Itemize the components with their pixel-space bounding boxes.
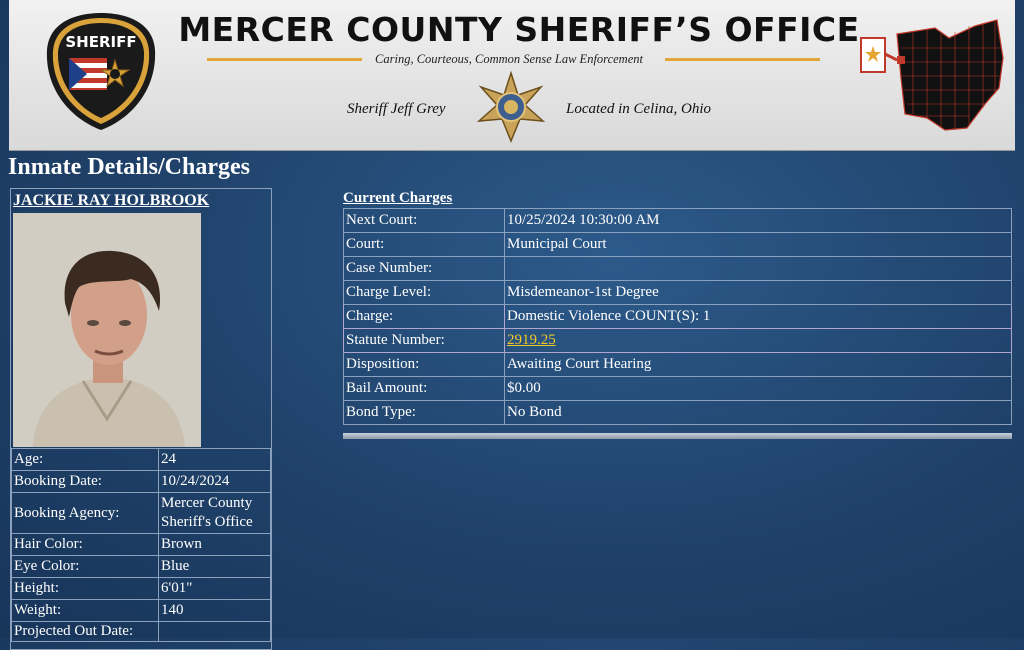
charge-row [344, 233, 1012, 257]
detail-value: Mercer County Sheriff's Office [159, 493, 271, 534]
charge-row [344, 329, 1012, 353]
inmate-panel [10, 188, 272, 650]
detail-label: Hair Color: [12, 534, 159, 556]
detail-label: Eye Color: [12, 556, 159, 578]
charge-label: Case Number: [344, 257, 505, 281]
charges-table [343, 208, 1012, 425]
charge-row [344, 305, 1012, 329]
charge-label: Court: [344, 233, 505, 257]
charges-title: Current Charges [343, 190, 453, 206]
charge-value: Domestic Violence COUNT(S): 1 [505, 305, 1012, 329]
charge-value: Municipal Court [505, 233, 1012, 257]
charge-value: 10/25/2024 10:30:00 AM [505, 209, 1012, 233]
charge-row [344, 257, 1012, 281]
detail-value: 24 [159, 449, 271, 471]
charge-label: Charge: [344, 305, 505, 329]
detail-row [12, 449, 271, 471]
sheriff-patch-text: SHERIFF [65, 33, 137, 51]
detail-row [12, 471, 271, 493]
charge-label: Charge Level: [344, 281, 505, 305]
detail-label: Booking Agency: [12, 493, 159, 534]
charge-value: Misdemeanor-1st Degree [505, 281, 1012, 305]
location-text: Located in Celina, Ohio [566, 101, 711, 117]
sheriff-name: Sheriff Jeff Grey [347, 101, 446, 117]
header-banner [9, 0, 1015, 151]
detail-label: Booking Date: [12, 471, 159, 493]
inmate-name-link[interactable]: JACKIE RAY HOLBROOK [13, 192, 210, 209]
detail-row [12, 622, 271, 642]
statute-number-link[interactable]: 2919.25 [507, 332, 556, 348]
charge-value [505, 257, 1012, 281]
charges-divider [343, 433, 1012, 439]
charge-row [344, 353, 1012, 377]
tagline: Caring, Courteous, Common Sense Law Enforcement [375, 52, 643, 66]
charge-row [344, 281, 1012, 305]
charge-label: Disposition: [344, 353, 505, 377]
inmate-photo [13, 213, 201, 447]
charge-row [344, 209, 1012, 233]
charge-label: Bond Type: [344, 401, 505, 425]
page-title: Inmate Details/Charges [8, 154, 250, 180]
charge-row [344, 377, 1012, 401]
detail-row [12, 578, 271, 600]
charge-value: $0.00 [505, 377, 1012, 401]
detail-value [159, 622, 271, 642]
charges-section [343, 190, 1013, 439]
charge-value [505, 329, 1012, 353]
detail-row [12, 493, 271, 534]
detail-row [12, 534, 271, 556]
charge-value: Awaiting Court Hearing [505, 353, 1012, 377]
agency-title: MERCER COUNTY SHERIFF’S OFFICE [178, 10, 860, 49]
charge-value: No Bond [505, 401, 1012, 425]
detail-label: Projected Out Date: [12, 622, 159, 642]
charge-label: Next Court: [344, 209, 505, 233]
charge-label: Bail Amount: [344, 377, 505, 401]
detail-label: Height: [12, 578, 159, 600]
detail-row [12, 600, 271, 622]
detail-value: 6'01" [159, 578, 271, 600]
charge-row [344, 401, 1012, 425]
detail-value: Brown [159, 534, 271, 556]
detail-row [12, 556, 271, 578]
sheriff-star-badge-icon [475, 71, 547, 143]
title-rule-right [665, 58, 820, 61]
ohio-county-map-icon [857, 18, 1007, 136]
title-rule-left [207, 58, 362, 61]
detail-label: Weight: [12, 600, 159, 622]
inmate-details-table [11, 448, 271, 642]
charge-label: Statute Number: [344, 329, 505, 353]
detail-value: 140 [159, 600, 271, 622]
sheriff-patch-icon [41, 10, 161, 132]
detail-value: Blue [159, 556, 271, 578]
detail-value: 10/24/2024 [159, 471, 271, 493]
detail-label: Age: [12, 449, 159, 471]
